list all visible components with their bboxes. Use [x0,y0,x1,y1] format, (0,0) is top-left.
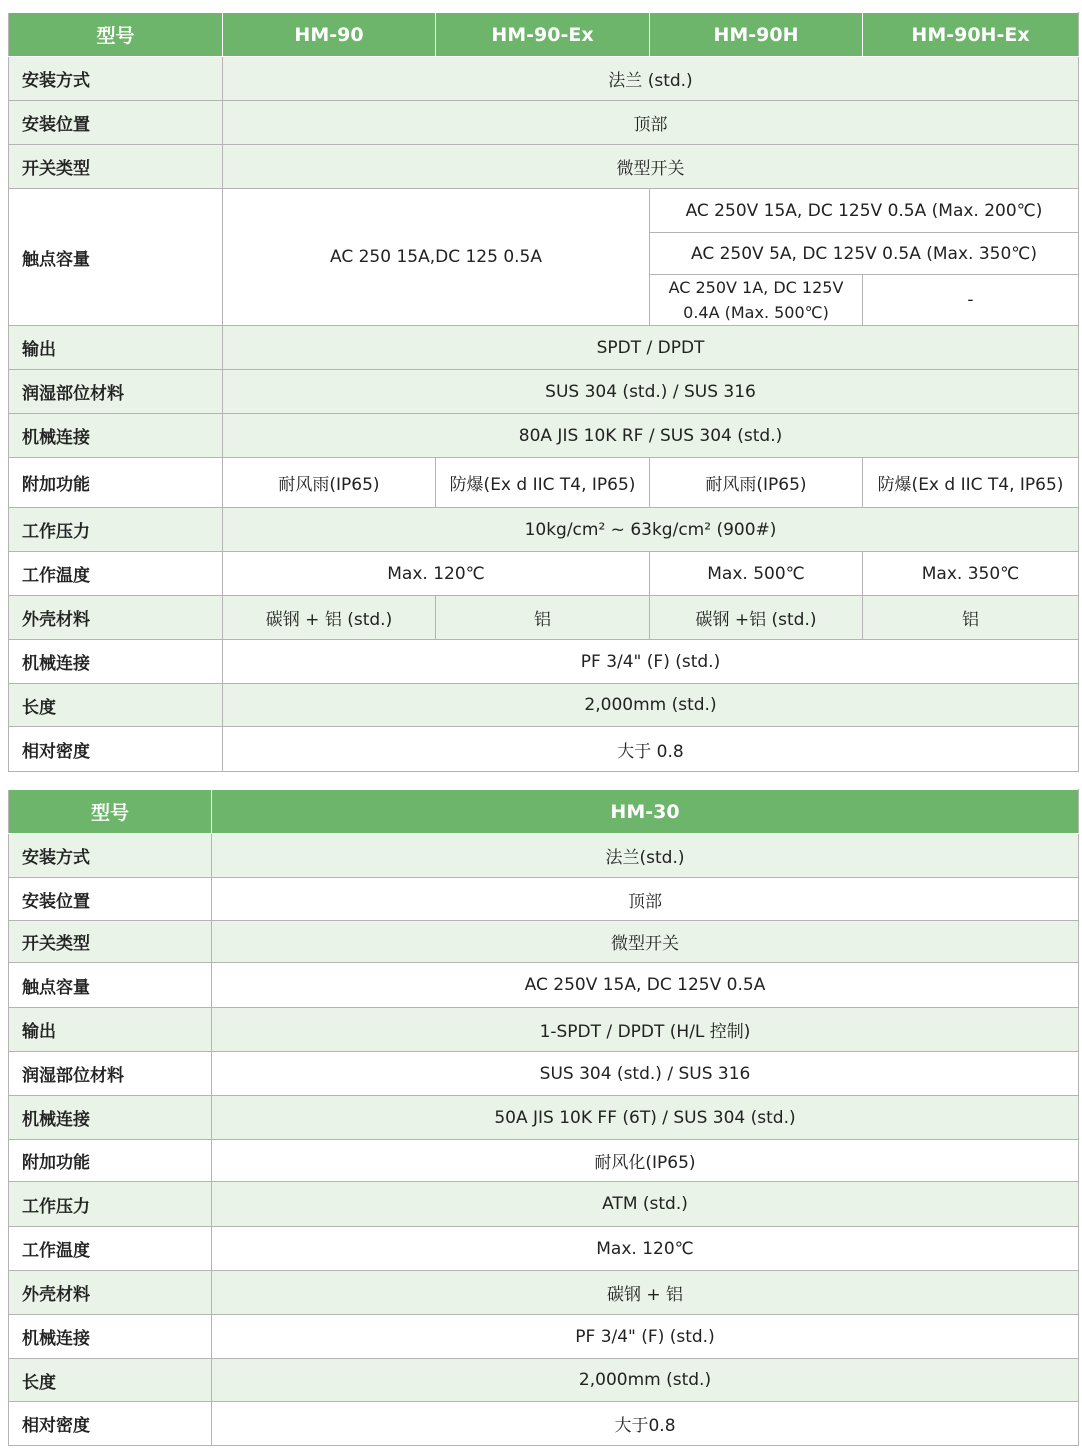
temp-hm-90h: Max. 500℃ [650,552,863,596]
header-hm-90h-ex: HM-90H-Ex [863,13,1079,57]
row-label: 工作压力 [9,1182,212,1227]
row-label: 附加功能 [9,458,223,508]
row-label: 机械连接 [9,1315,212,1359]
row-value: 2,000mm (std.) [212,1359,1079,1402]
row-working-temperature [9,552,1079,596]
row-value: 法兰(std.) [212,834,1079,878]
header-model-label: 型号 [9,790,212,834]
row-additional-features [9,458,1079,508]
row-value: 顶部 [223,101,1079,145]
header-model-label: 型号 [9,13,223,57]
spec-row [9,1359,1079,1402]
row-output [9,326,1079,370]
spec-row [9,1140,1079,1182]
row-label: 长度 [9,684,223,727]
row-label: 外壳材料 [9,1271,212,1315]
addon-hm-90: 耐风雨(IP65) [223,458,436,508]
row-value: ATM (std.) [212,1182,1079,1227]
row-label: 输出 [9,1008,212,1052]
row-label: 长度 [9,1359,212,1402]
temp-hm-90h-ex: Max. 350℃ [863,552,1079,596]
spec-row [9,834,1079,878]
row-value: 微型开关 [212,921,1079,963]
spec-table-hm90 [8,12,1079,772]
row-value: SPDT / DPDT [223,326,1079,370]
header-hm-90-ex: HM-90-Ex [436,13,650,57]
row-value: 80A JIS 10K RF / SUS 304 (std.) [223,414,1079,458]
row-label: 安装位置 [9,878,212,921]
contact-capacity-standard: AC 250 15A,DC 125 0.5A [223,189,650,326]
row-housing-material [9,596,1079,640]
row-value: 大于 0.8 [223,727,1079,772]
spec-row [9,878,1079,921]
row-label: 工作温度 [9,552,223,596]
row-label: 开关类型 [9,921,212,963]
contact-capacity-200c: AC 250V 15A, DC 125V 0.5A (Max. 200℃) [650,189,1079,233]
row-label: 润湿部位材料 [9,1052,212,1096]
housing-hm-90h-ex: 铝 [863,596,1079,640]
spec-row [9,963,1079,1008]
row-value: SUS 304 (std.) / SUS 316 [223,370,1079,414]
row-mech-connection [9,414,1079,458]
row-label: 安装方式 [9,834,212,878]
row-value: PF 3/4" (F) (std.) [223,640,1079,684]
row-label: 输出 [9,326,223,370]
row-label: 触点容量 [9,963,212,1008]
addon-hm-90h: 耐风雨(IP65) [650,458,863,508]
row-value: 2,000mm (std.) [223,684,1079,727]
row-value: SUS 304 (std.) / SUS 316 [212,1052,1079,1096]
row-label: 工作压力 [9,508,223,552]
row-value: Max. 120℃ [212,1227,1079,1271]
row-label: 开关类型 [9,145,223,189]
spec-row [9,1182,1079,1227]
spec-row [9,1052,1079,1096]
row-label: 外壳材料 [9,596,223,640]
housing-hm-90h: 碳钢 +铝 (std.) [650,596,863,640]
addon-hm-90h-ex: 防爆(Ex d IIC T4, IP65) [863,458,1079,508]
row-value: 1-SPDT / DPDT (H/L 控制) [212,1008,1079,1052]
row-value: 10kg/cm² ~ 63kg/cm² (900#) [223,508,1079,552]
housing-hm-90-ex: 铝 [436,596,650,640]
row-wetted-material [9,370,1079,414]
row-switch-type [9,145,1079,189]
row-relative-density [9,727,1079,772]
spec-row [9,921,1079,963]
header-row [9,790,1079,834]
spec-table-hm30 [8,789,1079,1446]
row-value: 微型开关 [223,145,1079,189]
row-value: 50A JIS 10K FF (6T) / SUS 304 (std.) [212,1096,1079,1140]
row-label: 相对密度 [9,1402,212,1446]
header-hm-90h: HM-90H [650,13,863,57]
spec-row [9,1315,1079,1359]
row-value: PF 3/4" (F) (std.) [212,1315,1079,1359]
row-value: 大于0.8 [212,1402,1079,1446]
row-position [9,101,1079,145]
row-label: 机械连接 [9,640,223,684]
row-label: 机械连接 [9,1096,212,1140]
row-value: 法兰 (std.) [223,57,1079,101]
spec-row [9,1096,1079,1140]
row-label: 相对密度 [9,727,223,772]
row-working-pressure [9,508,1079,552]
contact-capacity-500c-line2: 0.4A (Max. 500℃) [683,303,829,322]
row-label: 润湿部位材料 [9,370,223,414]
row-label: 工作温度 [9,1227,212,1271]
contact-capacity-500c [650,275,863,326]
row-value: 碳钢 + 铝 [212,1271,1079,1315]
contact-capacity-500c-line1: AC 250V 1A, DC 125V [668,278,844,297]
row-length [9,684,1079,727]
addon-hm-90-ex: 防爆(Ex d IIC T4, IP65) [436,458,650,508]
row-label: 安装位置 [9,101,223,145]
row-value: 顶部 [212,878,1079,921]
contact-capacity-ex-none: - [863,275,1079,326]
spec-row [9,1271,1079,1315]
row-mounting [9,57,1079,101]
header-hm-30: HM-30 [212,790,1079,834]
spec-row [9,1008,1079,1052]
spec-row [9,1227,1079,1271]
row-label: 机械连接 [9,414,223,458]
header-row [9,13,1079,57]
row-value: 耐风化(IP65) [212,1140,1079,1182]
spec-row [9,1402,1079,1446]
row-label: 安装方式 [9,57,223,101]
header-hm-90: HM-90 [223,13,436,57]
temp-hm-90: Max. 120℃ [223,552,650,596]
row-mech-connection-2 [9,640,1079,684]
row-contact-capacity [9,189,1079,233]
row-label: 附加功能 [9,1140,212,1182]
contact-capacity-350c: AC 250V 5A, DC 125V 0.5A (Max. 350℃) [650,233,1079,275]
spec-rows [9,834,1079,1446]
row-label: 触点容量 [9,189,223,326]
housing-hm-90: 碳钢 + 铝 (std.) [223,596,436,640]
row-value: AC 250V 15A, DC 125V 0.5A [212,963,1079,1008]
